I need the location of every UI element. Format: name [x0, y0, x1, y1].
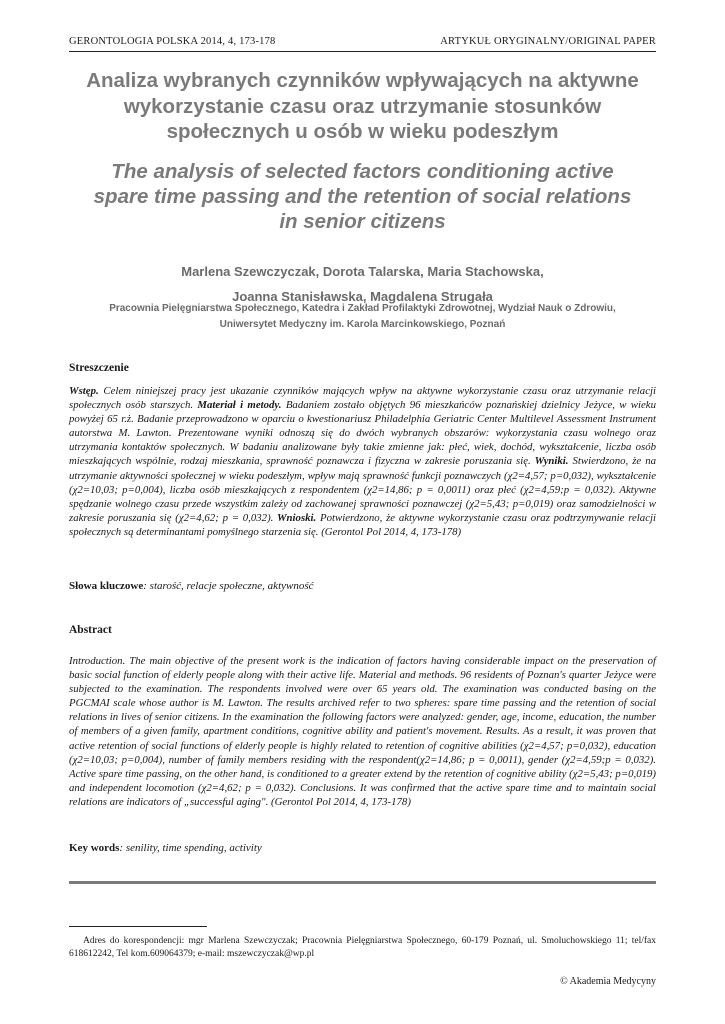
authors-line: Marlena Szewczyczak, Dorota Talarska, Maria Stachowska,	[181, 264, 544, 279]
title-polish	[60, 68, 665, 145]
streszczenie-text	[69, 384, 656, 539]
header-rule	[69, 51, 656, 52]
abstract-heading: Abstract	[69, 624, 112, 636]
abstract-text: Introduction. The main objective of the present work is the indication of factors having considerable impact on the preservation of basic social function of elderly people along with their active life. Material and methods. 96 residents of Poznan's quarter Jeżyce were subjected to the examination. The respondents involved were over 65 years old. The examination was conducted basing on the PGCMAI scale whose author is M. Lawton. The results archived refer to two spheres: spare time passing and the retention of social relations in lives of senior citizens. In the examination the following factors were analyzed: gender, age, income, education, the number of members of a given family, apartment conditions, cognitive ability and patient's movement. Results. As a result, it was proven that active retention of social functions of elderly people is highly related to retention of cognitive abilities (χ2=4,57; p=0,032), education (χ2=10,03; p=0,004), number of family members residing with the respondent(χ2=14,86; p = 0,0011), gender (χ2=4,59;p = 0,032). Active spare time passing, on the other hand, is conditioned to a greater extend by the retention of cognitive ability (χ2=5,43; p=0,019) and independent locomotion (χ2=4,62; p = 0,032). Conclusions. It was confirmed that the active spare time and to maintain social relations are indicators of „successful aging". (Gerontol Pol 2014, 4, 173-178)	[69, 655, 656, 808]
title-en-line: The analysis of selected factors conditioning active	[111, 160, 614, 183]
keywords-pl-text: : starość, relacje społeczne, aktywność	[143, 580, 314, 592]
title-english	[60, 159, 665, 234]
title-pl-line: społecznych u osób w wieku podeszłym	[166, 120, 559, 143]
intro-label: Wstęp.	[69, 385, 99, 397]
results-label: Wyniki.	[530, 455, 569, 468]
streszczenie-heading: Streszczenie	[69, 362, 129, 374]
keywords-en-label: Key words	[69, 842, 120, 854]
title-en-line: spare time passing and the retention of social relations	[93, 185, 632, 208]
results-text: Stwierdzono, że na utrzymanie aktywności społecznej w wieku podeszłym, wpływ mają sprawność funkcji poznawczych (χ2=4,57; p=0,032), wykształcenie (χ2=10,03; p=0,004), liczba osób mieszkających z respondentem (χ2=14,86; p = 0,0011) oraz płeć (χ2=4,59;p = 0,032). Aktywne spędzanie wolnego czasu przede wszystkim zależy od zachowanej sprawności poznawczej (χ2=5,43; p=0,019) oraz samodzielności w zakresie poruszania się (χ2=4,62; p = 0,032).	[69, 455, 657, 524]
correspondence-footnote: Adres do korespondencji: mgr Marlena Szewczyczak; Pracownia Pielęgniarstwa Społecznego, 60-179 Poznań, ul. Smoluchowskiego 11; tel/fax 618612242, Tel kom.609064379; e-mail: mszewczyczak@wp.pl	[69, 936, 656, 959]
affiliation-line: Pracownia Pielęgniarstwa Społecznego, Katedra i Zakład Profilaktyki Zdrowotnej, Wydział Nauk o Zdrowiu,	[109, 303, 616, 314]
keywords-pl-label: Słowa kluczowe	[69, 580, 144, 592]
running-header	[69, 36, 656, 47]
intro-text: Celem niniejszej pracy jest ukazanie czynników mających wpływ na aktywne wykorzystanie czasu oraz utrzymanie relacji społecznych osób starszych.	[69, 385, 656, 412]
conclusions-text: Potwierdzono, że aktywne wykorzystanie czasu oraz podtrzymywanie relacji społecznych są determinantami pomyślnego starzenia się. (Gerontol Pol 2014, 4, 173-178)	[69, 511, 656, 538]
title-en-line: in senior citizens	[279, 210, 446, 233]
article-type: ARTYKUŁ ORYGINALNY/ORIGINAL PAPER	[440, 36, 656, 47]
keywords-polish	[69, 580, 656, 592]
conclusions-label: Wnioski.	[273, 511, 317, 524]
methods-text: Badaniem zostało objętych 96 mieszkańców poznańskiej dzielnicy Jeżyce, w wieku powyżej 65 r.ż. Badanie przeprowadzono w oparciu o kwestionariusz Philadelphia Geriatric Center Multilevel Assessment Instrument autorstwa M. Lawton. Prezentowane wyniki odnoszą się do dwóch wybranych obszarów: wykorzystania czasu wolnego oraz utrzymania kontaktów społecznych. W badaniu analizowane były takie zmienne jak: płeć, wiek, dochód, wykształcenie, liczba osób mieszkających wspólnie, rodzaj mieszkania, sprawność poznawcza i fizyczna w zakresie poruszania się.	[69, 399, 656, 468]
affiliation	[60, 301, 665, 332]
affiliation-line: Uniwersytet Medyczny im. Karola Marcinkowskiego, Poznań	[219, 318, 506, 330]
keywords-en-text: : senility, time spending, activity	[119, 842, 262, 854]
title-pl-line: wykorzystanie czasu oraz utrzymanie stosunków	[123, 94, 602, 118]
methods-label: Materiał i metody.	[193, 399, 282, 412]
copyright-notice: © Akademia Medycyny	[560, 976, 656, 987]
footnote-rule	[69, 926, 207, 927]
keywords-english	[69, 842, 656, 854]
authors-line: Joanna Stanisławska, Magdalena Strugała	[232, 289, 493, 304]
section-divider	[69, 881, 656, 884]
title-pl-line: Analiza wybranych czynników wpływających na aktywne	[86, 69, 639, 92]
journal-citation: GERONTOLOGIA POLSKA 2014, 4, 173-178	[69, 36, 276, 47]
